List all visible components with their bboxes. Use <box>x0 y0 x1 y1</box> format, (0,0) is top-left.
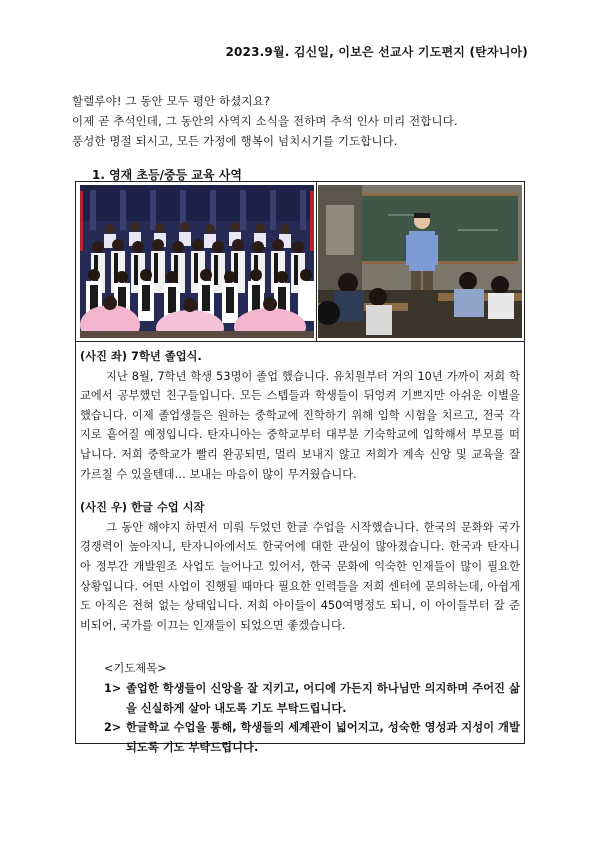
korean-class-paragraph: 그 동안 해야지 하면서 미뤄 두었던 한글 수업을 시작했습니다. 한국의 문화와 국가 경쟁력이 높아지니, 탄자니아에서도 한국어에 대한 관심이 많아졌습니다. 한국과 탄자니아 정부간 개발원조 사업도 늘어나고 있어서, 한국 문화에 익숙한 인재들이 많이 필요한 상황입니다. 어떤 사업이 진행될 때마다 필요한 인력들을 저희 센터에 문의하는데, 아쉽게도 아직은 전혀 없는 상태입니다. 저희 아이들이 450여명정도 되니, 이 아이들부터 잘 준비되어, 국가를 이끄는 인재들이 되었으면 좋겠습니다. <box>80 520 520 632</box>
photo-right-caption: (사진 우) 한글 수업 시작 <box>80 501 205 515</box>
graduation-photo <box>80 185 314 338</box>
body-text <box>80 343 520 757</box>
prayer-title: <기도제목> <box>104 662 167 676</box>
letter-header: 2023.9월. 김신일, 이보은 선교사 기도편지 (탄자니아) <box>225 45 528 59</box>
greeting-line: 이제 곧 추석인데, 그 동안의 사역지 소식을 전하며 추석 인사 미리 전합니다. <box>72 114 458 128</box>
korean-class-photo <box>318 185 522 338</box>
graduation-paragraph: 지난 8월, 7학년 학생 53명이 졸업 했습니다. 유치원부터 거의 10년 가까이 저희 학교에서 공부했던 친구들입니다. 모든 스텝들과 학생들이 뒤엉켜 기쁘지만 아쉬운 이별을 했습니다. 이제 졸업생들은 원하는 중학교에 진학하기 위해 입학 시험을 치르고, 전국 각지로 흩어질 예정입니다. 탄자니아는 중학교부터 대부분 기숙학교에 입학해서 부모를 떠납니다. 저희 중학교가 빨리 완공되면, 멀리 보내지 않고 저희가 계속 신앙 및 교육을 잘 가르칠 수 있을텐데… 보내는 마음이 많이 무거웠습니다. <box>80 369 520 481</box>
photo-left-caption: (사진 좌) 7학년 졸업식. <box>80 350 202 363</box>
prayer-item-text: 졸업한 학생들이 신앙을 잘 지키고, 어디에 가든지 하나님만 의지하며 주어진 삶을 신실하게 살아 내도록 기도 부탁드립니다. <box>126 681 520 715</box>
photo-row <box>76 182 524 342</box>
section-title: 1. 영재 초등/중등 교육 사역 <box>92 168 242 182</box>
greeting-line: 할렐루야! 그 동안 모두 평안 하셨지요? <box>72 94 271 108</box>
content-box <box>75 181 525 754</box>
prayer-item-text: 한글학교 수업을 통해, 학생들의 세계관이 넓어지고, 성숙한 영성과 지성이 개발 되도록 기도 부탁드립니다. <box>126 721 520 754</box>
prayer-item-number: 1> <box>104 681 122 695</box>
prayer-item-number: 2> <box>104 721 122 735</box>
photo-divider <box>316 182 317 341</box>
greeting-line: 풍성한 명절 되시고, 모든 가정에 행복이 넘치시기를 기도합니다. <box>72 134 398 148</box>
greeting <box>72 91 458 151</box>
prayer-item <box>80 718 520 757</box>
prayer-item <box>80 679 520 718</box>
